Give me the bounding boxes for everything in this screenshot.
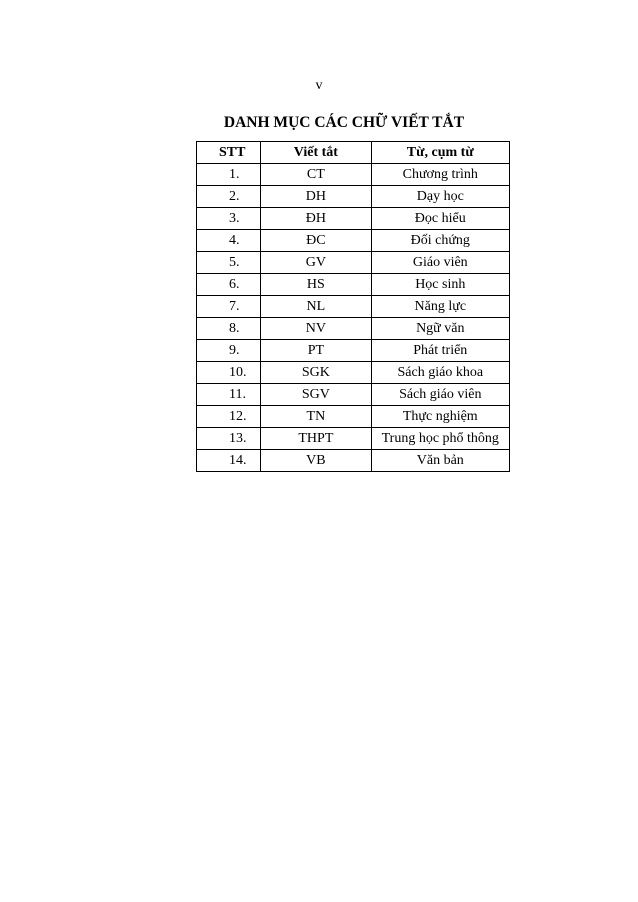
cell-term: Ngữ văn xyxy=(371,318,509,340)
table-row xyxy=(197,340,510,362)
cell-abbreviation: DH xyxy=(261,186,371,208)
cell-stt: 2. xyxy=(197,186,261,208)
cell-stt: 14. xyxy=(197,450,261,472)
cell-term: Năng lực xyxy=(371,296,509,318)
table-row xyxy=(197,208,510,230)
table-row xyxy=(197,362,510,384)
abbreviation-table xyxy=(196,141,510,472)
header-abbreviation: Viết tắt xyxy=(261,142,371,164)
cell-abbreviation: SGV xyxy=(261,384,371,406)
table-row xyxy=(197,318,510,340)
cell-abbreviation: PT xyxy=(261,340,371,362)
table-header-row xyxy=(197,142,510,164)
cell-abbreviation: SGK xyxy=(261,362,371,384)
cell-stt: 5. xyxy=(197,252,261,274)
cell-abbreviation: CT xyxy=(261,164,371,186)
cell-term: Văn bản xyxy=(371,450,509,472)
table-row xyxy=(197,406,510,428)
cell-abbreviation: TN xyxy=(261,406,371,428)
table-row xyxy=(197,252,510,274)
table-row xyxy=(197,274,510,296)
cell-abbreviation: ĐC xyxy=(261,230,371,252)
cell-term: Thực nghiệm xyxy=(371,406,509,428)
cell-abbreviation: HS xyxy=(261,274,371,296)
cell-term: Phát triển xyxy=(371,340,509,362)
cell-term: Sách giáo khoa xyxy=(371,362,509,384)
cell-stt: 12. xyxy=(197,406,261,428)
cell-term: Chương trình xyxy=(371,164,509,186)
cell-stt: 7. xyxy=(197,296,261,318)
table-row xyxy=(197,296,510,318)
cell-abbreviation: ĐH xyxy=(261,208,371,230)
table-row xyxy=(197,450,510,472)
cell-term: Đối chứng xyxy=(371,230,509,252)
cell-term: Giáo viên xyxy=(371,252,509,274)
cell-abbreviation: GV xyxy=(261,252,371,274)
cell-stt: 1. xyxy=(197,164,261,186)
header-stt: STT xyxy=(197,142,261,164)
cell-stt: 9. xyxy=(197,340,261,362)
cell-stt: 11. xyxy=(197,384,261,406)
cell-term: Học sinh xyxy=(371,274,509,296)
cell-abbreviation: THPT xyxy=(261,428,371,450)
table-row xyxy=(197,428,510,450)
page-title: DANH MỤC CÁC CHỮ VIẾT TẮT xyxy=(223,114,465,131)
cell-abbreviation: NV xyxy=(261,318,371,340)
cell-term: Đọc hiểu xyxy=(371,208,509,230)
cell-stt: 4. xyxy=(197,230,261,252)
page-number: v xyxy=(315,78,323,93)
cell-abbreviation: NL xyxy=(261,296,371,318)
table-row xyxy=(197,230,510,252)
cell-stt: 13. xyxy=(197,428,261,450)
cell-stt: 6. xyxy=(197,274,261,296)
table-row xyxy=(197,186,510,208)
cell-term: Dạy học xyxy=(371,186,509,208)
cell-term: Sách giáo viên xyxy=(371,384,509,406)
cell-stt: 10. xyxy=(197,362,261,384)
cell-stt: 8. xyxy=(197,318,261,340)
cell-stt: 3. xyxy=(197,208,261,230)
cell-abbreviation: VB xyxy=(261,450,371,472)
cell-term: Trung học phổ thông xyxy=(371,428,509,450)
table-row xyxy=(197,164,510,186)
table-row xyxy=(197,384,510,406)
header-term: Từ, cụm từ xyxy=(371,142,509,164)
